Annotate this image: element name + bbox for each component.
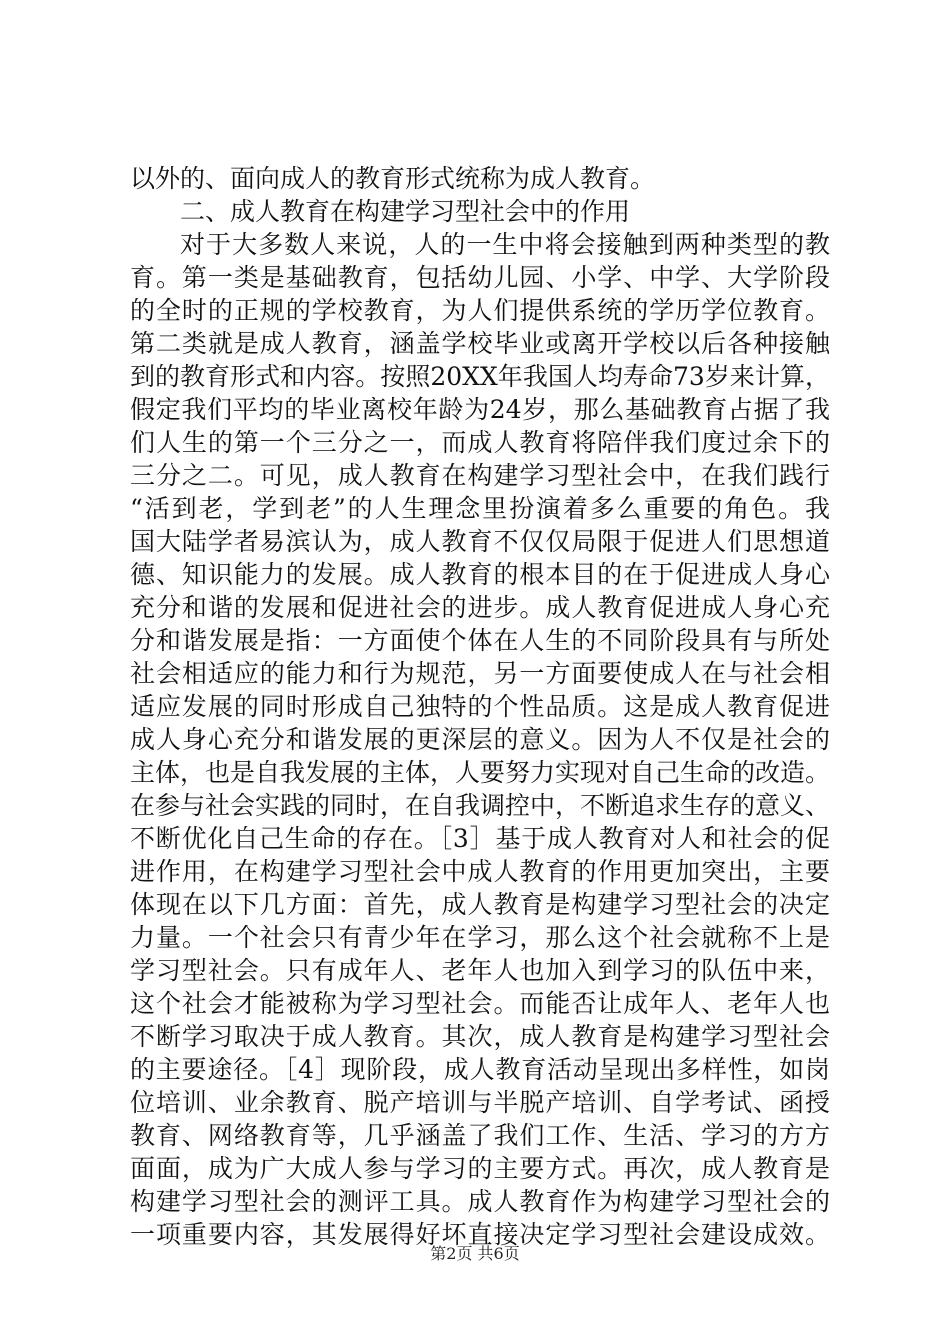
- text-line: 面面，成为广大成人参与学习的主要方式。再次，成人教育是: [130, 1154, 830, 1183]
- section-heading: 二、成人教育在构建学习型社会中的作用: [180, 197, 631, 226]
- text-line: 德、知识能力的发展。成人教育的根本目的在于促进成人身心: [130, 560, 830, 589]
- text-line: 力量。一个社会只有青少年在学习，那么这个社会就称不上是: [130, 923, 830, 952]
- text-line: 位培训、业余教育、脱产培训与半脱产培训、自学考试、函授: [130, 1088, 830, 1117]
- text-line: 的主要途径。［4］现阶段，成人教育活动呈现出多样性，如岗: [130, 1055, 830, 1084]
- text-line: 国大陆学者易滨认为，成人教育不仅仅局限于促进人们思想道: [130, 527, 830, 556]
- text-line: 不断学习取决于成人教育。其次，成人教育是构建学习型社会: [130, 1022, 830, 1051]
- text-line: 分和谐发展是指：一方面使个体在人生的不同阶段具有与所处: [130, 626, 830, 655]
- document-body: [130, 162, 830, 1251]
- text-line: 假定我们平均的毕业离校年龄为24岁，那么基础教育占据了我: [130, 395, 830, 424]
- text-line: 学习型社会。只有成年人、老年人也加入到学习的队伍中来，: [130, 956, 830, 985]
- text-line: 充分和谐的发展和促进社会的进步。成人教育促进成人身心充: [130, 593, 830, 622]
- text-line: 以外的、面向成人的教育形式统称为成人教育。: [130, 164, 656, 193]
- text-line: 育。第一类是基础教育，包括幼儿园、小学、中学、大学阶段: [130, 263, 830, 292]
- text-line: 这个社会才能被称为学习型社会。而能否让成年人、老年人也: [130, 989, 830, 1018]
- text-line: 构建学习型社会的测评工具。成人教育作为构建学习型社会的: [130, 1187, 830, 1216]
- text-line: 不断优化自己生命的存在。［3］基于成人教育对人和社会的促: [130, 824, 830, 853]
- text-line: 的全时的正规的学校教育，为人们提供系统的学历学位教育。: [130, 296, 830, 325]
- text-line: 适应发展的同时形成自己独特的个性品质。这是成人教育促进: [130, 692, 830, 721]
- text-line: 社会相适应的能力和行为规范，另一方面要使成人在与社会相: [130, 659, 830, 688]
- text-line: 主体，也是自我发展的主体，人要努力实现对自己生命的改造。: [130, 758, 830, 787]
- text-line: 对于大多数人来说，人的一生中将会接触到两种类型的教: [180, 230, 830, 259]
- text-line: “活到老，学到老”的人生理念里扮演着多么重要的角色。我: [130, 494, 830, 523]
- text-line: 教育、网络教育等，几乎涵盖了我们工作、生活、学习的方方: [130, 1121, 830, 1150]
- text-line: 第二类就是成人教育，涵盖学校毕业或离开学校以后各种接触: [130, 329, 830, 358]
- text-line: 体现在以下几方面：首先，成人教育是构建学习型社会的决定: [130, 890, 830, 919]
- text-line: 三分之二。可见，成人教育在构建学习型社会中，在我们践行: [130, 461, 830, 490]
- text-line: 在参与社会实践的同时，在自我调控中，不断追求生存的意义、: [130, 791, 830, 820]
- text-line: 到的教育形式和内容。按照20XX年我国人均寿命73岁来计算，: [130, 362, 830, 391]
- text-line: 们人生的第一个三分之一，而成人教育将陪伴我们度过余下的: [130, 428, 830, 457]
- page-number-footer: 第2页 共6页: [430, 1244, 520, 1263]
- text-line: 进作用，在构建学习型社会中成人教育的作用更加突出，主要: [130, 857, 830, 886]
- text-line: 一项重要内容，其发展得好坏直接决定学习型社会建设成效。: [130, 1220, 830, 1249]
- text-line: 成人身心充分和谐发展的更深层的意义。因为人不仅是社会的: [130, 725, 830, 754]
